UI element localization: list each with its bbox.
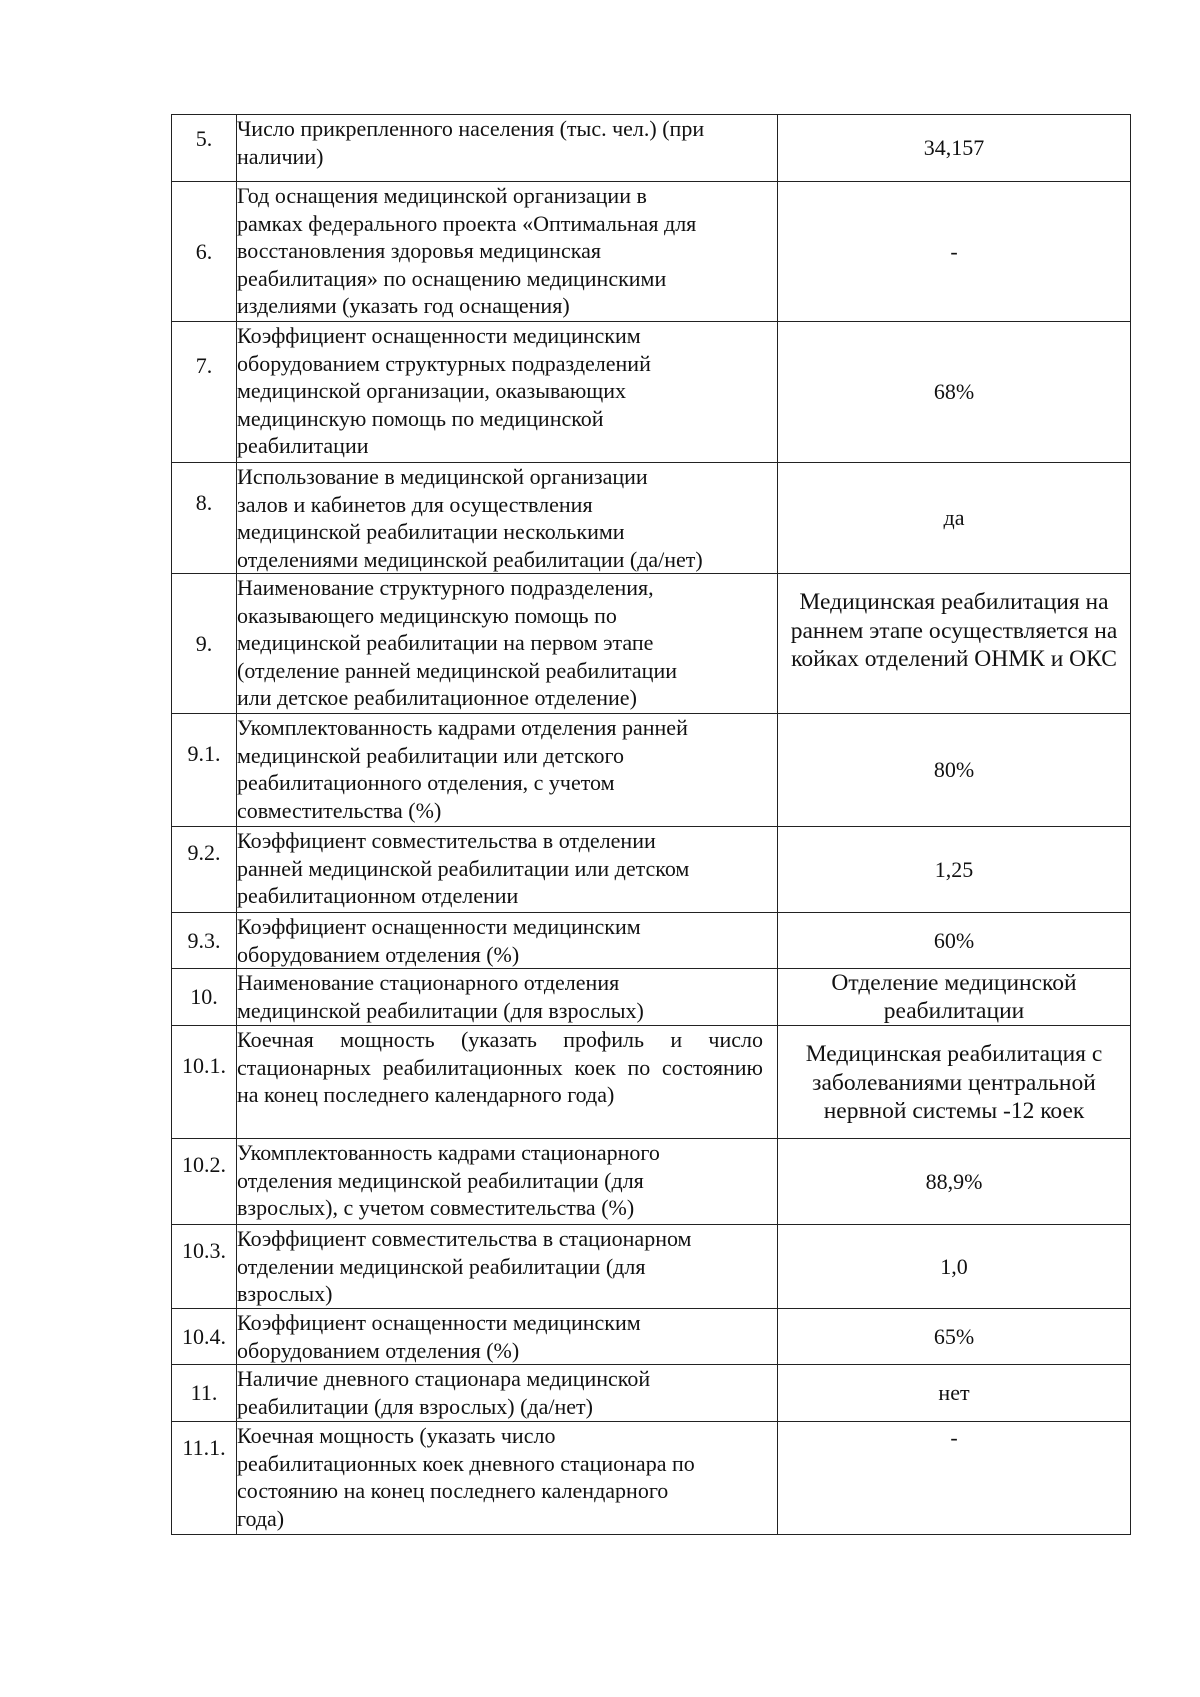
row-number: 11.1. [172, 1422, 237, 1535]
row-description [237, 463, 778, 574]
row-number: 10.2. [172, 1139, 237, 1225]
row-value: 60% [778, 913, 1131, 969]
row-number: 8. [172, 463, 237, 574]
row-description-text: Число прикрепленного населения (тыс. чел.) (при наличии) [237, 116, 705, 169]
row-description [237, 1365, 778, 1422]
row-description [237, 182, 778, 322]
row-description-text: Коэффициент совместительства в отделении ранней медицинской реабилитации или детском реабилитационном отделении [237, 828, 690, 908]
table-row [172, 1422, 1131, 1535]
row-number: 6. [172, 182, 237, 322]
row-value: 80% [778, 714, 1131, 827]
row-value: 68% [778, 322, 1131, 463]
row-value: - [778, 182, 1131, 322]
row-number: 10.4. [172, 1309, 237, 1365]
row-description [237, 969, 778, 1026]
table-row [172, 463, 1131, 574]
row-number: 11. [172, 1365, 237, 1422]
row-description [237, 913, 778, 969]
row-description [237, 1139, 778, 1225]
row-description [237, 714, 778, 827]
row-number: 9. [172, 574, 237, 714]
row-value: - [778, 1422, 1131, 1535]
row-description [237, 115, 778, 182]
row-value [778, 574, 1131, 714]
row-description [237, 1225, 778, 1309]
table-row [172, 182, 1131, 322]
row-value-text: Медицинская реабилитация с заболеваниями центральной нервной системы -12 коек [805, 1041, 1103, 1124]
row-number: 5. [172, 115, 237, 182]
table-row [172, 714, 1131, 827]
table-row [172, 1309, 1131, 1365]
row-value: 1,25 [778, 827, 1131, 913]
row-value: нет [778, 1365, 1131, 1422]
table-row [172, 1139, 1131, 1225]
row-value-text: Медицинская реабилитация на раннем этапе осуществляется на койках отделений ОНМК и ОКС [790, 589, 1118, 672]
row-value-text: Отделение медицинской реабилитации [831, 970, 1077, 1024]
table-row [172, 115, 1131, 182]
row-description [237, 574, 778, 714]
table-row [172, 574, 1131, 714]
row-value: да [778, 463, 1131, 574]
row-description-text: Укомплектованность кадрами отделения ранней медицинской реабилитации или детского реабилитационного отделения, с учетом совместительства (%) [237, 715, 688, 823]
row-description-text: Коэффициент оснащенности медицинским оборудованием отделения (%) [237, 914, 641, 967]
row-value [778, 1026, 1131, 1139]
row-number: 10.3. [172, 1225, 237, 1309]
row-value [778, 969, 1131, 1026]
table-row [172, 969, 1131, 1026]
table-row [172, 1365, 1131, 1422]
row-description-text: Коэффициент оснащенности медицинским оборудованием отделения (%) [237, 1310, 641, 1363]
row-number: 10.1. [172, 1026, 237, 1139]
table-row [172, 913, 1131, 969]
row-number: 10. [172, 969, 237, 1026]
row-description-text: Наименование стационарного отделения медицинской реабилитации (для взрослых) [237, 970, 644, 1023]
row-description-text: Укомплектованность кадрами стационарного отделения медицинской реабилитации (для взрослых), с учетом совместительства (%) [237, 1140, 660, 1220]
row-description-text: Коечная мощность (указать профиль и число стационарных реабилитационных коек по состоянию на конец последнего календарного года) [237, 1027, 763, 1107]
row-description [237, 1309, 778, 1365]
row-description [237, 1026, 778, 1139]
row-value: 65% [778, 1309, 1131, 1365]
row-value: 88,9% [778, 1139, 1131, 1225]
row-description-text: Коэффициент совместительства в стационарном отделении медицинской реабилитации (для взрослых) [237, 1226, 692, 1306]
row-description-text: Коэффициент оснащенности медицинским оборудованием структурных подразделений медицинской организации, оказывающих медицинскую помощь по медицинской реабилитации [237, 323, 651, 458]
rehabilitation-indicators-table [171, 114, 1131, 1535]
row-value: 1,0 [778, 1225, 1131, 1309]
row-description-text: Коечная мощность (указать число реабилитационных коек дневного стационара по состоянию на конец последнего календарного года) [237, 1423, 695, 1531]
table-row [172, 827, 1131, 913]
row-description-text: Наименование структурного подразделения, оказывающего медицинскую помощь по медицинской реабилитации на первом этапе (отделение ранней медицинской реабилитации или детское реабилитационное отделение) [237, 575, 677, 710]
row-description [237, 827, 778, 913]
row-description [237, 322, 778, 463]
row-value: 34,157 [778, 115, 1131, 182]
row-description-text: Использование в медицинской организации залов и кабинетов для осуществления медицинской реабилитации несколькими отделениями медицинской реабилитации (да/нет) [237, 464, 703, 572]
row-number: 7. [172, 322, 237, 463]
row-number: 9.3. [172, 913, 237, 969]
row-description-text: Год оснащения медицинской организации в рамках федерального проекта «Оптимальная для восстановления здоровья медицинская реабилитация» по оснащению медицинскими изделиями (указать год оснащения) [237, 183, 697, 318]
table-row [172, 1225, 1131, 1309]
row-number: 9.2. [172, 827, 237, 913]
table-row [172, 1026, 1131, 1139]
row-description [237, 1422, 778, 1535]
row-number: 9.1. [172, 714, 237, 827]
row-description-text: Наличие дневного стационара медицинской реабилитации (для взрослых) (да/нет) [237, 1366, 651, 1419]
table-row [172, 322, 1131, 463]
